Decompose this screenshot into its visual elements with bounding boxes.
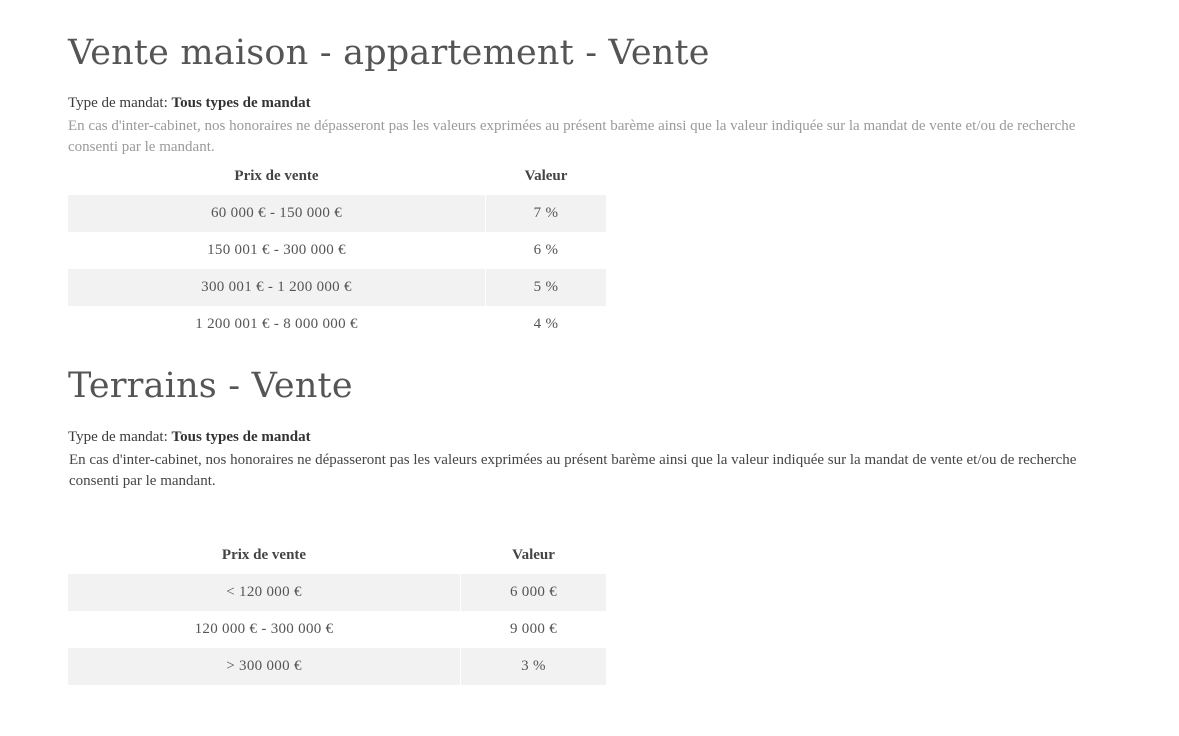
column-header-value: Valeur (512, 547, 555, 563)
section-title-vente-maison: Vente maison - appartement - Vente (68, 33, 710, 73)
table-header-row (68, 158, 606, 195)
mandate-type (68, 430, 311, 445)
fee-value-cell: 4 % (533, 316, 559, 332)
fee-value-cell: 6 % (533, 242, 559, 258)
column-header-price: Prix de vente (234, 168, 319, 184)
column-header-value: Valeur (524, 168, 568, 184)
fee-value-cell: 7 % (486, 195, 606, 232)
price-range-cell: < 120 000 € (68, 574, 460, 611)
section-title-terrains: Terrains - Vente (68, 366, 353, 406)
price-range-cell: 60 000 € - 150 000 € (68, 195, 485, 232)
fee-value-cell: 3 % (461, 648, 606, 685)
table-row (68, 306, 606, 343)
fee-value-cell: 9 000 € (509, 621, 558, 637)
price-range-cell: 1 200 001 € - 8 000 000 € (195, 316, 358, 332)
price-range-cell: 300 001 € - 1 200 000 € (68, 269, 485, 306)
table-row (68, 648, 606, 685)
price-range-cell: 120 000 € - 300 000 € (194, 621, 334, 637)
fee-value-cell: 5 % (486, 269, 606, 306)
table-header-row (68, 537, 606, 574)
mandate-type-value: Tous types de mandat (171, 95, 311, 111)
table-row (68, 232, 606, 269)
column-header-price: Prix de vente (221, 547, 307, 563)
table-row (68, 611, 606, 648)
table-row (68, 269, 606, 306)
mandate-type-label: Type de mandat: (68, 429, 172, 445)
mandate-type (68, 96, 311, 111)
fee-value-cell: 6 000 € (461, 574, 606, 611)
inter-cabinet-note: En cas d'inter-cabinet, nos honoraires ne dépasseront pas les valeurs exprimées au présent barème ainsi que la valeur indiquée sur la mandat de vente et/ou de recherche consenti par le mandant. (68, 118, 1076, 155)
table-row (68, 574, 606, 611)
mandate-type-label: Type de mandat: (68, 95, 172, 111)
table-row (68, 195, 606, 232)
inter-cabinet-note: En cas d'inter-cabinet, nos honoraires ne dépasseront pas les valeurs exprimées au présent barème ainsi que la valeur indiquée sur la mandat de vente et/ou de recherche consenti par le mandant. (69, 452, 1077, 489)
price-range-cell: 150 001 € - 300 000 € (207, 242, 346, 258)
mandate-type-value: Tous types de mandat (171, 429, 311, 445)
fee-table-terrains (67, 537, 607, 685)
price-range-cell: > 300 000 € (68, 648, 460, 685)
fee-table-vente-maison (67, 158, 607, 343)
